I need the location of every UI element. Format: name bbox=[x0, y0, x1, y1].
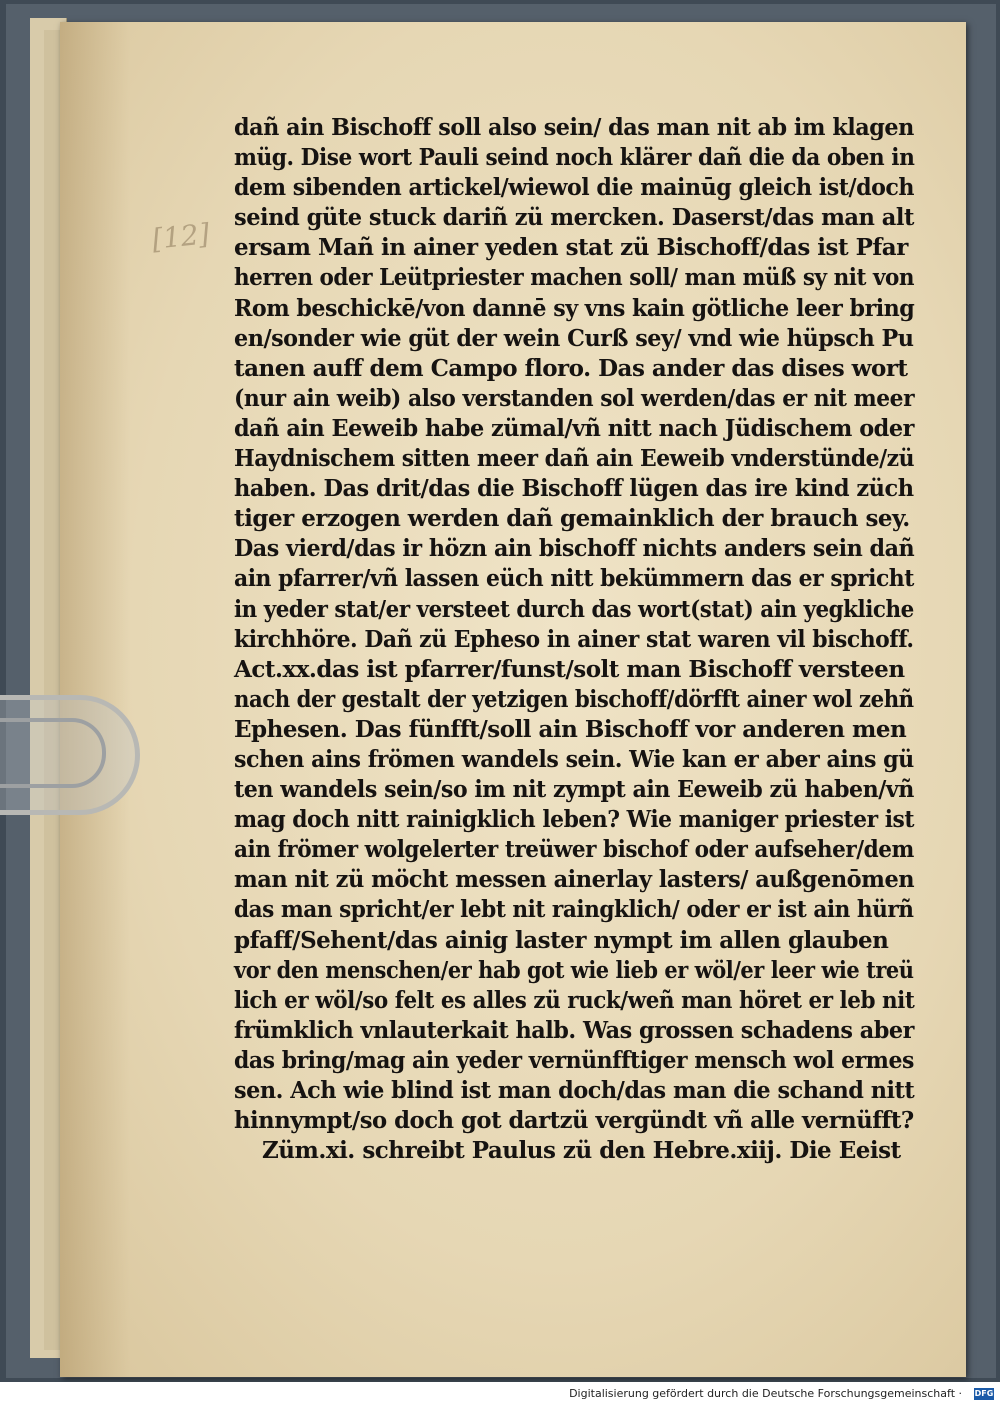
text-line: kirchhöre. Dañ zü Epheso in ainer stat waren vil bischoff. bbox=[234, 625, 914, 653]
text-line: en/sonder wie güt der wein Curß sey/ vnd wie hüpsch Pu bbox=[234, 324, 914, 352]
dfg-logo-icon: DFG bbox=[974, 1389, 994, 1398]
text-line: ain frömer wolgelerter treüwer bischof oder aufseher/dem bbox=[234, 836, 914, 864]
text-line: lich er wöl/so felt es alles zü ruck/weñ man höret er leb nit bbox=[234, 986, 915, 1014]
text-line: dem sibenden artickel/wiewol die mainūg gleich ist/doch bbox=[234, 174, 915, 202]
paper-clip-inner bbox=[0, 718, 106, 788]
text-line: frümklich vnlauterkait halb. Was grossen schadens aber bbox=[234, 1016, 914, 1044]
text-line: das man spricht/er lebt nit raingklich/ oder er ist ain hürñ bbox=[234, 896, 914, 924]
footer-credit: Digitalisierung gefördert durch die Deutsche Forschungsgemeinschaft · bbox=[569, 1387, 962, 1400]
text-line: ten wandels sein/so im nit zympt ain Eeweib zü haben/vñ bbox=[234, 776, 914, 804]
text-line: hinnympt/so doch got dartzü vergündt vñ alle vernüfft? bbox=[234, 1107, 914, 1135]
text-line: Rom beschickē/von dannē sy vns kain götliche leer bring bbox=[234, 294, 915, 322]
text-line: herren oder Leütpriester machen soll/ man müß sy nit von bbox=[234, 264, 915, 292]
text-line: Ephesen. Das fünfft/soll ain Bischoff vor anderen men bbox=[234, 715, 907, 743]
text-line: vor den menschen/er hab got wie lieb er wöl/er leer wie treü bbox=[234, 956, 914, 984]
text-line: ersam Mañ in ainer yeden stat zü Bischoff/das ist Pfar bbox=[234, 234, 908, 262]
text-line: Haydnischem sitten meer dañ ain Eeweib vnderstünde/zü bbox=[234, 445, 915, 473]
text-line: nach der gestalt der yetzigen bischoff/dörfft ainer wol zehñ bbox=[234, 685, 914, 713]
text-line: mag doch nitt rainigklich leben? Wie maniger priester ist bbox=[234, 806, 914, 834]
text-line: schen ains frömen wandels sein. Wie kan er aber ains gü bbox=[234, 745, 914, 773]
text-line: tanen auff dem Campo floro. Das ander das dises wort bbox=[234, 354, 908, 382]
text-line: müg. Dise wort Pauli seind noch klärer dañ die da oben in bbox=[234, 144, 915, 172]
text-line: in yeder stat/er versteet durch das wort(stat) ain yegkliche bbox=[234, 595, 914, 623]
text-line: Das vierd/das ir hözn ain bischoff nichts anders sein dañ bbox=[234, 535, 915, 563]
text-line: Züm.xi. schreibt Paulus zü den Hebre.xiij. Die Eeist bbox=[262, 1137, 901, 1165]
text-line: Act.xx.das ist pfarrer/funst/solt man Bischoff versteen bbox=[234, 655, 905, 683]
text-line: pfaff/Sehent/das ainig laster nympt im allen glauben bbox=[234, 926, 889, 954]
text-line: man nit zü möcht messen ainerlay lasters/ außgenōmen bbox=[234, 866, 915, 894]
page-number-marginalia: [12] bbox=[150, 217, 212, 256]
text-line: (nur ain weib) also verstanden sol werden/das er nit meer bbox=[234, 384, 915, 412]
text-line: dañ ain Bischoff soll also sein/ das man nit ab im klagen bbox=[234, 114, 914, 141]
footer-bar bbox=[0, 1382, 1000, 1405]
body-text bbox=[234, 113, 914, 1166]
text-line: dañ ain Eeweib habe zümal/vñ nitt nach Jüdischem oder bbox=[234, 414, 914, 442]
text-line: seind güte stuck dariñ zü mercken. Daserst/das man alt bbox=[234, 204, 914, 232]
text-line: haben. Das drit/das die Bischoff lügen das ire kind züch bbox=[234, 475, 914, 503]
text-line: tiger erzogen werden dañ gemainklich der brauch sey. bbox=[234, 505, 910, 533]
text-line: das bring/mag ain yeder vernünfftiger mensch wol ermes bbox=[234, 1046, 914, 1074]
text-line: ain pfarrer/vñ lassen eüch nitt bekümmern das er spricht bbox=[234, 565, 914, 593]
text-line: sen. Ach wie blind ist man doch/das man die schand nitt bbox=[234, 1077, 915, 1104]
